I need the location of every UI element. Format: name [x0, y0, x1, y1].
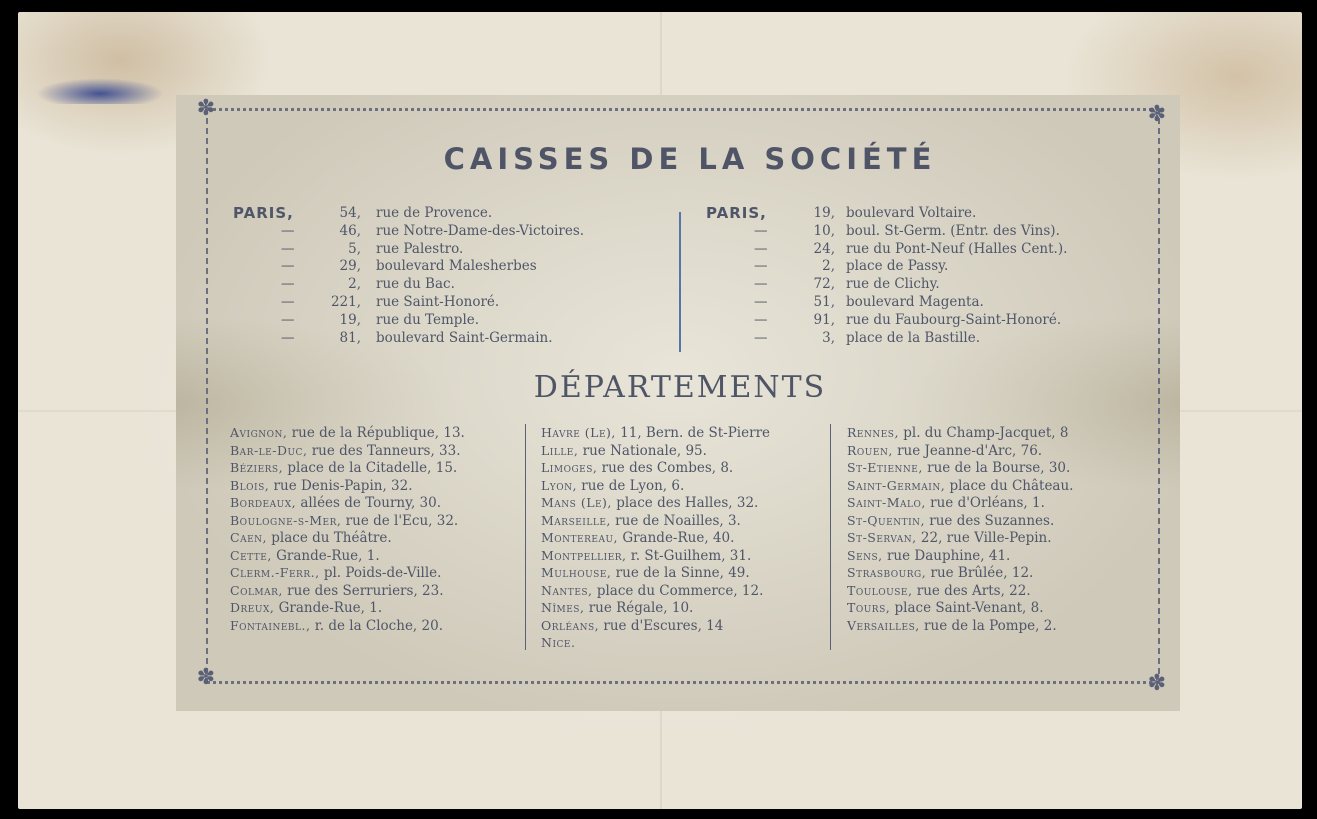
city-name: Versailles, [847, 617, 920, 633]
street-address: rue de Noailles, 3. [610, 512, 741, 529]
departement-address-row [230, 582, 465, 600]
paris-address-row [233, 294, 663, 312]
paris-num: 51, [813, 293, 835, 310]
departement-address-row [230, 459, 465, 477]
departement-address-row [230, 477, 465, 495]
departement-address-row [230, 617, 465, 635]
paris-list-left [233, 205, 663, 347]
city-name: St-Servan, [847, 530, 917, 545]
corner-ornament-icon: ✽ [196, 665, 216, 690]
paris-address-row [706, 205, 1136, 223]
departement-address-row [230, 442, 465, 460]
city-name: Strasbourg, [847, 565, 927, 580]
city-name: Saint-Germain, [847, 477, 946, 493]
paris-addr: boulevard Malesherbes [376, 258, 537, 275]
paris-addr: rue du Pont-Neuf (Halles Cent.). [846, 240, 1068, 257]
street-address: 11, Bern. de St-Pierre [615, 425, 771, 441]
city-name: Orléans, [541, 617, 600, 633]
city-name: Dreux, [230, 600, 275, 615]
street-address: rue Dauphine, 41. [882, 547, 1011, 564]
departement-address-row [847, 564, 1073, 582]
paris-list-right [706, 205, 1136, 347]
city-name: Cette, [230, 547, 272, 563]
paris-num: 221, [330, 293, 361, 310]
city-name: Avignon, [230, 425, 288, 440]
departement-address-row [541, 442, 770, 460]
street-address: rue des Serruriers, 23. [282, 582, 444, 599]
street-address: r. de la Cloche, 20. [310, 617, 443, 634]
paris-address-row [706, 241, 1136, 259]
city-name: Sens, [847, 547, 883, 563]
city-name: Béziers, [230, 460, 284, 475]
street-address: pl. Poids-de-Ville. [319, 565, 442, 581]
city-name: Fontainebl., [230, 617, 311, 633]
paris-addr: rue Palestro. [376, 240, 464, 257]
paris-dash: — [754, 222, 768, 239]
paris-address-row [706, 312, 1136, 330]
paris-num: 2, [822, 258, 835, 275]
street-address: rue Régale, 10. [584, 600, 694, 616]
paris-address-row [706, 330, 1136, 348]
city-name: Montereau, [541, 530, 619, 545]
street-address: rue de la Sinne, 49. [611, 565, 750, 581]
corner-ornament-icon: ✽ [1147, 671, 1167, 696]
street-address: rue de l'Ecu, 32. [341, 512, 459, 529]
departement-address-row [230, 512, 465, 530]
city-name: Rennes, [847, 425, 899, 440]
page-title: CAISSES DE LA SOCIÉTÉ [443, 142, 937, 176]
departements-column-1 [230, 424, 465, 634]
departement-address-row [847, 512, 1073, 530]
departement-address-row [847, 424, 1073, 442]
departement-address-row [541, 512, 770, 530]
city-name: St-Quentin, [847, 512, 925, 528]
street-address: r. St-Guilhem, 31. [626, 547, 752, 564]
paris-num: 10, [813, 222, 835, 239]
paris-num: 3, [822, 329, 835, 346]
departement-address-row [847, 459, 1073, 477]
paris-addr: boulevard Saint-Germain. [376, 329, 553, 346]
city-name: Bar-le-Duc, [230, 442, 308, 458]
street-address: rue Denis-Papin, 32. [269, 477, 413, 494]
city-name: Lyon, [541, 477, 577, 493]
departements-heading: DÉPARTEMENTS [533, 370, 827, 405]
departements-column-3 [847, 424, 1073, 634]
paris-addr: rue de Clichy. [846, 276, 940, 293]
street-address: pl. du Champ-Jacquet, 8 [898, 425, 1069, 441]
departement-address-row [847, 442, 1073, 460]
departement-address-row [541, 477, 770, 495]
street-address: place des Halles, 32. [611, 495, 759, 511]
departement-address-row [230, 547, 465, 565]
paris-addr: rue du Bac. [376, 276, 455, 293]
column-divider [830, 424, 831, 650]
city-name: Clerm.-Ferr., [230, 565, 320, 580]
departement-address-row [541, 529, 770, 547]
paris-num: 5, [348, 240, 361, 257]
paris-num: 91, [813, 311, 835, 328]
paris-addr: boulevard Magenta. [846, 293, 984, 310]
paris-dash: — [754, 276, 768, 293]
street-address: rue des Arts, 22. [912, 582, 1031, 599]
paris-city: PARIS, [233, 204, 294, 222]
departement-address-row [230, 564, 465, 582]
city-name: Nantes, [541, 582, 593, 598]
paris-address-row [706, 258, 1136, 276]
paris-addr: rue du Faubourg-Saint-Honoré. [846, 311, 1062, 328]
paris-city: PARIS, [706, 204, 767, 222]
street-address: rue Jeanne-d'Arc, 76. [892, 442, 1043, 459]
paris-num: 72, [813, 276, 835, 293]
paris-address-row [233, 276, 663, 294]
city-name: Colmar, [230, 582, 283, 598]
departement-address-row [847, 617, 1073, 635]
departement-address-row [541, 617, 770, 635]
ink-stain [36, 78, 164, 104]
street-address: Grande-Rue, 40. [618, 530, 735, 546]
corner-ornament-icon: ✽ [196, 96, 216, 121]
city-name: Nîmes, [541, 600, 585, 615]
departement-address-row [541, 459, 770, 477]
paris-address-row [233, 312, 663, 330]
street-address: rue d'Escures, 14 [599, 617, 724, 634]
street-address: rue d'Orléans, 1. [925, 495, 1045, 511]
paris-num: 46, [339, 222, 361, 239]
paris-num: 19, [339, 311, 361, 328]
departement-address-row [847, 547, 1073, 565]
street-address: place du Commerce, 12. [592, 582, 764, 599]
departement-address-row [541, 547, 770, 565]
paris-address-row [233, 205, 663, 223]
departement-address-row [847, 529, 1073, 547]
city-name: Nice. [541, 635, 576, 650]
street-address: place Saint-Venant, 8. [890, 600, 1044, 616]
paris-addr: boulevard Voltaire. [846, 205, 977, 221]
street-address: rue de la Pompe, 2. [919, 617, 1057, 634]
paris-dash: — [281, 293, 295, 310]
paris-num: 54, [339, 205, 361, 221]
departement-address-row [230, 424, 465, 442]
paris-addr: place de la Bastille. [846, 329, 980, 346]
paris-dash: — [281, 258, 295, 275]
paris-num: 81, [339, 329, 361, 346]
city-name: Blois, [230, 477, 270, 493]
paris-addr: place de Passy. [846, 258, 949, 275]
departement-address-row [847, 494, 1073, 512]
departement-address-row [541, 564, 770, 582]
city-name: Limoges, [541, 460, 598, 475]
city-name: Saint-Malo, [847, 495, 926, 510]
departement-address-row [541, 582, 770, 600]
street-address: rue de la Bourse, 30. [922, 460, 1071, 476]
paris-addr: rue Notre-Dame-des-Victoires. [376, 222, 585, 239]
city-name: Caen, [230, 530, 267, 545]
paris-addr: rue du Temple. [376, 311, 480, 328]
paris-addr: rue Saint-Honoré. [376, 293, 500, 310]
street-address: rue Brûlée, 12. [926, 565, 1034, 581]
paris-dash: — [281, 329, 295, 346]
street-address: rue de la République, 13. [287, 425, 465, 441]
paris-dash: — [281, 240, 295, 257]
street-address: place du Château. [945, 477, 1074, 494]
paris-num: 2, [348, 276, 361, 293]
paris-dash: — [754, 329, 768, 346]
paris-address-row [233, 258, 663, 276]
street-address: Grande-Rue, 1. [271, 547, 380, 564]
paris-address-row [233, 241, 663, 259]
paris-addr: boul. St-Germ. (Entr. des Vins). [846, 222, 1060, 239]
city-name: Bordeaux, [230, 495, 297, 510]
paris-dash: — [754, 311, 768, 328]
paris-address-row [706, 294, 1136, 312]
street-address: 22, rue Ville-Pepin. [916, 530, 1052, 546]
paris-dash: — [754, 293, 768, 310]
city-name: Marseille, [541, 512, 611, 528]
street-address: rue de Lyon, 6. [576, 477, 685, 494]
street-address: place de la Citadelle, 15. [283, 460, 458, 476]
departement-address-row [541, 494, 770, 512]
departement-address-row [847, 582, 1073, 600]
departement-address-row [541, 634, 770, 652]
paris-divider [679, 212, 681, 352]
city-name: St-Etienne, [847, 460, 923, 475]
paris-dash: — [754, 240, 768, 257]
city-name: Boulogne-s-Mer, [230, 512, 342, 528]
paris-dash: — [281, 222, 295, 239]
departement-address-row [541, 599, 770, 617]
paris-address-row [233, 330, 663, 348]
paris-dash: — [754, 258, 768, 275]
column-divider [525, 424, 526, 650]
city-name: Tours, [847, 600, 891, 615]
city-name: Mans (Le), [541, 495, 612, 510]
paris-num: 24, [813, 240, 835, 257]
departement-address-row [230, 494, 465, 512]
paris-address-row [706, 223, 1136, 241]
street-address: rue Nationale, 95. [578, 442, 707, 459]
street-address: place du Théâtre. [266, 530, 392, 546]
city-name: Rouen, [847, 442, 893, 458]
departement-address-row [230, 599, 465, 617]
street-address: rue des Combes, 8. [597, 460, 734, 476]
city-name: Havre (Le), [541, 425, 616, 440]
city-name: Toulouse, [847, 582, 913, 598]
street-address: rue des Tanneurs, 33. [307, 442, 461, 459]
paris-dash: — [281, 311, 295, 328]
departement-address-row [847, 599, 1073, 617]
street-address: allées de Tourny, 30. [296, 495, 442, 511]
departement-address-row [847, 477, 1073, 495]
paris-num: 19, [813, 205, 835, 221]
street-address: rue des Suzannes. [924, 512, 1055, 529]
corner-ornament-icon: ✽ [1147, 102, 1167, 127]
city-name: Mulhouse, [541, 565, 612, 580]
departement-address-row [541, 424, 770, 442]
paris-addr: rue de Provence. [376, 205, 493, 221]
departement-address-row [230, 529, 465, 547]
city-name: Montpellier, [541, 547, 627, 563]
street-address: Grande-Rue, 1. [274, 600, 383, 616]
city-name: Lille, [541, 442, 579, 458]
departements-column-2 [541, 424, 770, 652]
paris-address-row [233, 223, 663, 241]
paris-num: 29, [339, 258, 361, 275]
paris-address-row [706, 276, 1136, 294]
paris-dash: — [281, 276, 295, 293]
